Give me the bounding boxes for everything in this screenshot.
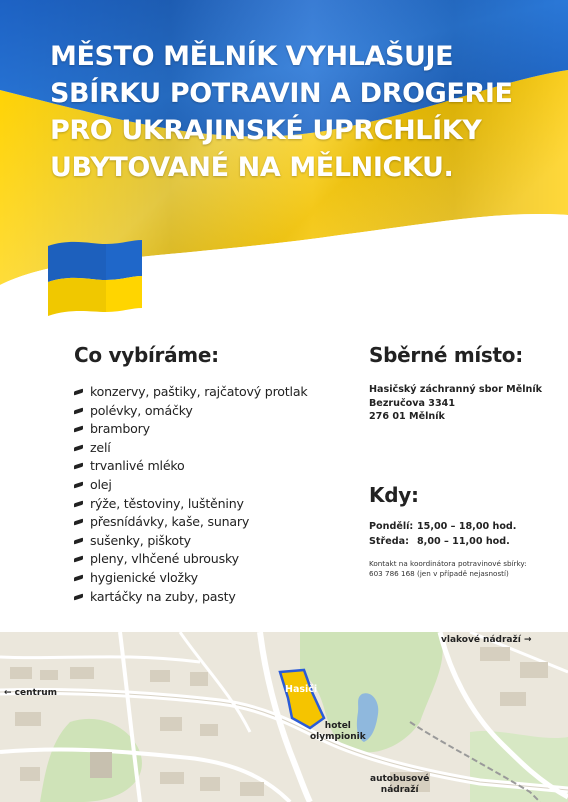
bullet-dash-icon [74,463,83,470]
bullet-dash-icon [74,537,83,544]
hours-row-monday [369,520,516,535]
collect-title: Co vybíráme: [74,343,219,367]
bullet-dash-icon [74,593,83,600]
collect-item-text: pleny, vlhčené ubrousky [90,551,239,567]
headline-line-4: UBYTOVANÉ NA MĚLNICKU. [50,152,454,183]
collect-item-text: sušenky, piškoty [90,532,191,548]
train-station-label: vlakové nádraží → [441,635,532,645]
headline-line-1: MĚSTO MĚLNÍK VYHLAŠUJE [50,41,454,72]
bullet-dash-icon [74,407,83,414]
bullet-dash-icon [74,500,83,507]
collect-list-item [74,569,354,588]
collect-list-item [74,588,354,607]
contact-label: Kontakt na koordinátora potravinové sbírky: [369,559,527,568]
ukraine-flag-icon [46,238,144,318]
hours-time: 15,00 – 18,00 hod. [417,521,517,532]
place-title: Sběrné místo: [369,343,523,367]
collect-list-item [74,495,354,514]
headline [50,38,550,186]
bus-station-label: autobusové nádraží [370,774,430,795]
map-graphic [0,632,568,802]
place-address [369,383,564,424]
collect-item-text: brambory [90,421,150,437]
collect-item-text: olej [90,476,112,492]
bullet-dash-icon [74,519,83,526]
bullet-dash-icon [74,444,83,451]
location-map [0,632,568,802]
contact-note [369,559,527,579]
when-title: Kdy: [369,483,419,507]
collect-list-item [74,550,354,569]
fire-station-label: Hasiči [285,684,318,695]
collect-item-text: konzervy, paštiky, rajčatový protlak [90,384,308,399]
place-name: Hasičský záchranný sbor Mělník [369,384,542,395]
bullet-dash-icon [74,556,83,563]
hours-time: 8,00 – 11,00 hod. [417,535,510,547]
collect-item-text: trvanlivé mléko [90,458,185,474]
collect-item-text: kartáčky na zuby, pasty [90,588,236,604]
hours-day: Pondělí: [369,521,414,532]
headline-line-3: PRO UKRAJINSKÉ UPRCHLÍKY [50,115,482,146]
collect-item-text: polévky, omáčky [90,402,193,418]
place-city: 276 01 Mělník [369,411,445,422]
info-section [369,343,564,578]
collect-item-text: zelí [90,439,111,455]
collect-list-item [74,476,354,495]
collect-list-item [74,439,354,458]
collect-item-text: přesnídávky, kaše, sunary [90,514,250,530]
headline-line-2: SBÍRKU POTRAVIN A DROGERIE [50,78,513,109]
city-center-label: ← centrum [4,688,58,698]
collect-list-item [74,457,354,476]
hotel-label: hotel olympionik [310,721,366,742]
place-street: Bezručova 3341 [369,397,456,409]
collect-list-item [74,420,354,439]
opening-hours [369,520,516,549]
collect-list-item [74,532,354,551]
bullet-dash-icon [74,482,83,489]
contact-phone: 603 786 168 (jen v případě nejasností) [369,569,509,578]
collect-section [74,343,354,606]
collect-item-text: hygienické vložky [90,569,198,585]
bullet-dash-icon [74,574,83,581]
collect-list-item [74,383,354,402]
hours-row-wednesday [369,535,516,550]
collect-list-item [74,402,354,421]
collect-item-text: rýže, těstoviny, luštěniny [90,495,244,511]
hours-day: Středa: [369,535,409,547]
bullet-dash-icon [74,389,83,396]
bullet-dash-icon [74,426,83,433]
collect-list-item [74,513,354,532]
collect-list [74,383,354,606]
